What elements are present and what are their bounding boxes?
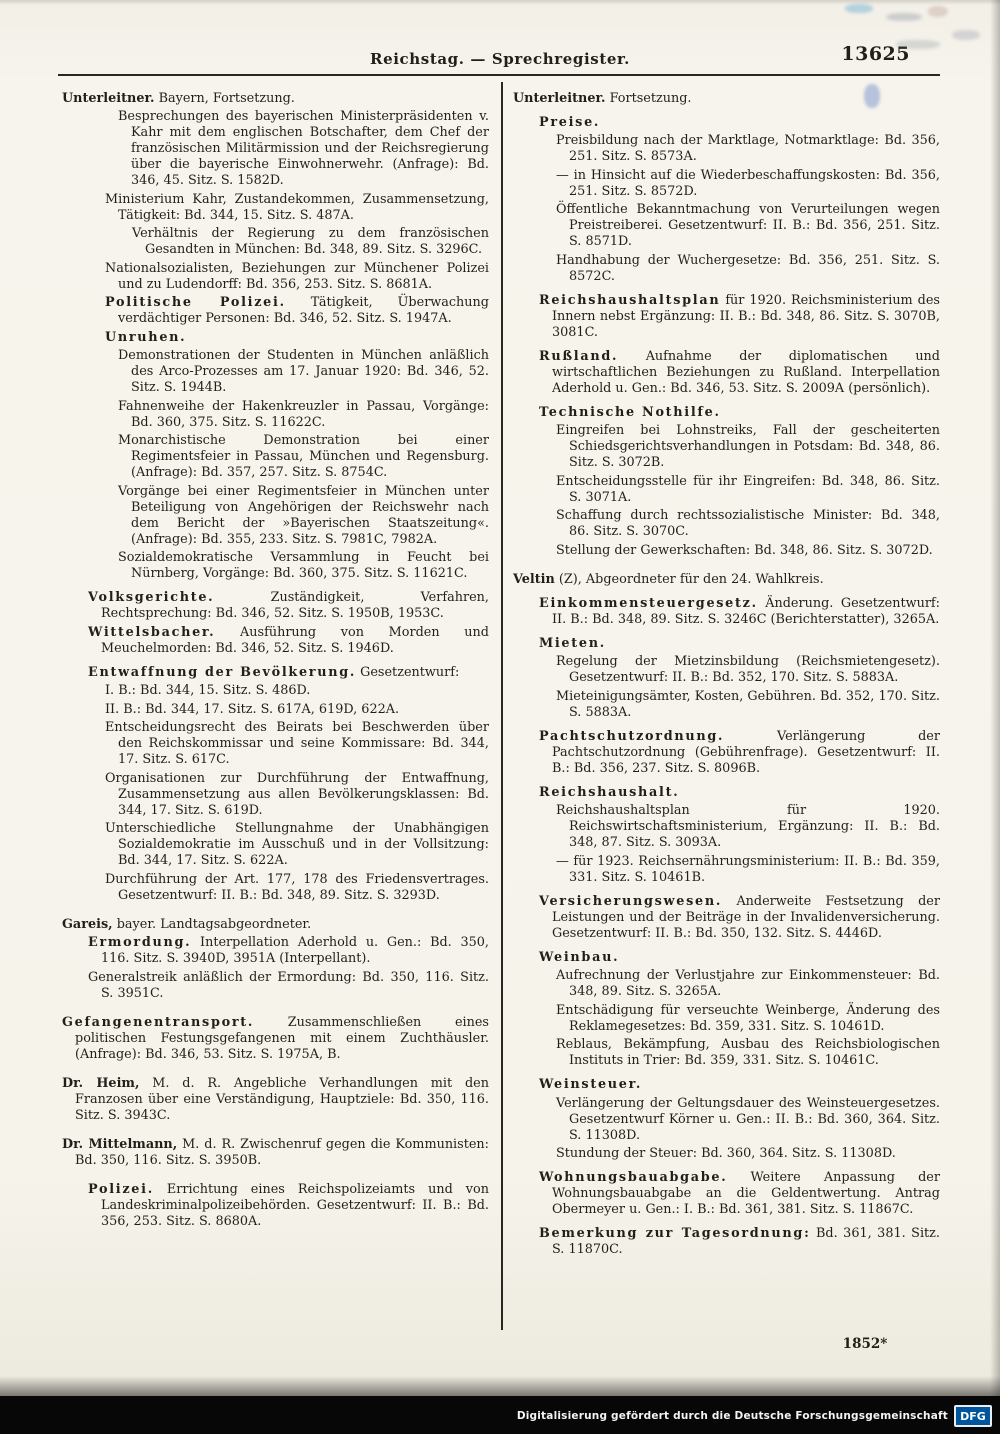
entry-text: Weitere Anpassung der Wohnungsbauabgabe an die Geldentwertung. Antrag Obermeyer u. Gen.: I. B.: Bd. 361, 381. Sitz. S. 11867C. [552, 1170, 940, 1217]
entry-text: Fahnenweihe der Hakenkreuzler in Passau, Vorgänge: Bd. 360, 375. Sitz. S. 11622C. [118, 398, 489, 430]
scan-bottom-shadow [0, 1376, 1000, 1396]
register-entry [513, 423, 940, 471]
entry-keyword: Rußland. [539, 348, 619, 364]
entry-text: Regelung der Mietzinsbildung (Reichsmietengesetz). Gesetzentwurf: II. B.: Bd. 352, 170. Sitz. S. 5883A. [556, 654, 940, 685]
register-entry [513, 1003, 940, 1035]
register-entry [62, 821, 489, 869]
entry-text: bayer. Landtagsabgeordneter. [116, 916, 312, 932]
entry-keyword: Politische Polizei. [105, 295, 286, 310]
register-entry [62, 399, 489, 431]
entry-keyword: Weinbau. [539, 949, 620, 965]
register-entry [62, 590, 489, 622]
entry-text: Stundung der Steuer: Bd. 360, 364. Sitz. S. 11308D. [556, 1146, 896, 1161]
register-entry [513, 1077, 940, 1093]
entry-text: Entscheidungsrecht des Beirats bei Beschwerden über den Reichskommissar und seine Kommissare: Bd. 344, 17. Sitz. S. 617C. [105, 720, 489, 767]
scan-edge-top [0, 0, 1000, 5]
register-entry [62, 625, 489, 657]
entry-text: Fortsetzung. [609, 90, 692, 106]
register-entry [62, 970, 489, 1002]
entry-text: Interpellation Aderhold u. Gen.: Bd. 350, 116. Sitz. S. 3940D, 3951A (Interpellant). [101, 935, 489, 966]
entry-text: Gesetzentwurf: [360, 664, 460, 680]
print-signature: 1852* [842, 1336, 888, 1352]
entry-text: Ausführung von Morden und Meuchelmorden: Bd. 346, 52. Sitz. S. 1946D. [101, 624, 489, 656]
register-entry [62, 192, 489, 224]
entry-text: Errichtung eines Reichspolizeiamts und von Landeskriminalpolizeibehörden. Gesetzentwurf: II. B.: Bd. 356, 253. Sitz. S. 8680A. [101, 1181, 489, 1229]
entry-text: Tätigkeit, Überwachung verdächtiger Personen: Bd. 346, 52. Sitz. S. 1947A. [118, 295, 489, 326]
entry-text: Vorgänge bei einer Regimentsfeier in München unter Beteiligung von Angehörigen der Reichswehr nach dem Bericht der »Bayerischen Staatszeitung«. (Anfrage): Bd. 355, 233. Sitz. S. 7981C, 7982A. [118, 483, 489, 547]
entry-keyword: Unruhen. [105, 329, 187, 345]
entry-text: — für 1923. Reichsernährungsministerium: II. B.: Bd. 359, 331. Sitz. S. 10461B. [556, 853, 940, 885]
register-entry [62, 348, 489, 396]
register-entry [513, 1037, 940, 1069]
register-entry [62, 1182, 489, 1230]
register-entry [62, 550, 489, 582]
entry-text: Entscheidungsstelle für ihr Eingreifen: Bd. 348, 86. Sitz. S. 3071A. [556, 473, 940, 505]
entry-text: für 1920. Reichsministerium des Innern nebst Ergänzung: II. B.: Bd. 348, 86. Sitz. S. 3070B, 3081C. [552, 292, 940, 340]
entry-text: Besprechungen des bayerischen Ministerpräsidenten v. Kahr mit dem englischen Botschafter, dem Chef der französischen Militärmission und der Reichsregierung über die bayerische Einwohnerwehr. (Anfrage): Bd. 346, 45. Sitz. S. 1582D. [118, 109, 489, 188]
register-entry [513, 115, 940, 131]
entry-text: Eingreifen bei Lohnstreiks, Fall der gescheiterten Schiedsgerichtsverhandlungen in Potsdam: Bd. 348, 86. Sitz. S. 3072B. [556, 423, 940, 470]
entry-text: Mieteinigungsämter, Kosten, Gebühren. Bd. 352, 170. Sitz. S. 5883A. [556, 688, 940, 720]
digitization-note: Digitalisierung gefördert durch die Deutsche Forschungsgemeinschaft [516, 1410, 948, 1422]
entry-keyword: Unterleitner. [513, 90, 606, 106]
page-number: 13625 [841, 43, 910, 65]
register-entry [62, 917, 489, 933]
register-entry [513, 133, 940, 165]
entry-text: Aufnahme der diplomatischen und wirtschaftlichen Beziehungen zu Rußland. Interpellation Aderhold u. Gen.: Bd. 346, 53. Sitz. S. 2009A (persönlich). [552, 348, 940, 396]
register-entry [513, 729, 940, 777]
register-entry [513, 1096, 940, 1144]
register-entry [62, 720, 489, 768]
entry-text: Stellung der Gewerkschaften: Bd. 348, 86. Sitz. S. 3072D. [556, 542, 933, 558]
register-entry [513, 1170, 940, 1218]
register-entry [513, 202, 940, 250]
register-entry [513, 636, 940, 652]
register-entry [513, 854, 940, 886]
entry-text: Durchführung der Art. 177, 178 des Friedensvertrages. Gesetzentwurf: II. B.: Bd. 348, 89. Sitz. S. 3293D. [105, 871, 489, 903]
entry-text: Verhältnis der Regierung zu dem französischen Gesandten in München: Bd. 348, 89. Sitz. S. 3296C. [132, 226, 489, 257]
entry-keyword: Mieten. [539, 635, 606, 651]
register-entry [513, 168, 940, 200]
entry-text: Organisationen zur Durchführung der Entwaffnung, Zusammensetzung aus allen Bevölkerungsklassen: Bd. 344, 17. Sitz. S. 619D. [105, 770, 489, 818]
entry-keyword: Entwaffnung der Bevölkerung. [88, 664, 357, 680]
entry-text: Nationalsozialisten, Beziehungen zur Münchener Polizei und zu Ludendorff: Bd. 356, 253. Sitz. S. 8681A. [105, 260, 489, 292]
register-entry [513, 405, 940, 421]
entry-text: Zuständigkeit, Verfahren, Rechtsprechung: Bd. 346, 52. Sitz. S. 1950B, 1953C. [101, 590, 489, 621]
register-entry [62, 295, 489, 327]
register-entry [62, 91, 489, 107]
entry-text: I. B.: Bd. 344, 15. Sitz. S. 486D. [105, 683, 311, 698]
register-entry [513, 785, 940, 801]
register-entry [62, 665, 489, 681]
entry-text: M. d. R. Zwischenruf gegen die Kommunisten: Bd. 350, 116. Sitz. S. 3950B. [75, 1136, 489, 1168]
entry-text: Reblaus, Bekämpfung, Ausbau des Reichsbiologischen Instituts in Trier: Bd. 359, 331. Sitz. S. 10461C. [556, 1037, 940, 1068]
entry-text: Verlängerung der Geltungsdauer des Weinsteuergesetzes. Gesetzentwurf Körner u. Gen.: II. B.: Bd. 360, 364. Sitz. S. 11308D. [556, 1095, 940, 1143]
register-entry [513, 968, 940, 1000]
entry-text: Demonstrationen der Studenten in München anläßlich des Arco-Prozesses am 17. Januar 1920: Bd. 346, 52. Sitz. S. 1944B. [118, 348, 489, 395]
entry-text: Änderung. Gesetzentwurf: II. B.: Bd. 348, 89. Sitz. S. 3246C (Berichterstatter), 3265A. [552, 595, 940, 627]
entry-text: Verlängerung der Pachtschutzordnung (Gebührenfrage). Gesetzentwurf: II. B.: Bd. 356, 237. Sitz. S. 8096B. [552, 728, 940, 776]
entry-text: II. B.: Bd. 344, 17. Sitz. S. 617A, 619D, 622A. [105, 701, 400, 717]
register-entry [513, 1226, 940, 1258]
register-entry [62, 683, 489, 699]
entry-text: Monarchistische Demonstration bei einer Regimentsfeier in Passau, München und Regensburg. (Anfrage): Bd. 357, 257. Sitz. S. 8754C. [118, 433, 489, 480]
dfg-logo: DFG [954, 1405, 992, 1427]
entry-text: Generalstreik anläßlich der Ermordung: Bd. 350, 116. Sitz. S. 3951C. [88, 969, 489, 1001]
entry-text: Ministerium Kahr, Zustandekommen, Zusammensetzung, Tätigkeit: Bd. 344, 15. Sitz. S. 487A. [105, 191, 489, 223]
entry-text: Zusammenschließen eines politischen Festungsgefangenen mit einem Zuchthäusler. (Anfrage): Bd. 346, 53. Sitz. S. 1975A, B. [75, 1014, 489, 1062]
running-title: Reichstag. — Sprechregister. [370, 50, 630, 68]
left-column [62, 88, 489, 1230]
entry-keyword: Wohnungsbauabgabe. [539, 1170, 728, 1185]
entry-keyword: Versicherungswesen. [539, 893, 723, 909]
register-entry [62, 771, 489, 819]
register-entry [62, 935, 489, 967]
entry-keyword: Wittelsbacher. [88, 624, 216, 640]
entry-text: Aufrechnung der Verlustjahre zur Einkommensteuer: Bd. 348, 89. Sitz. S. 3265A. [556, 968, 940, 999]
entry-keyword: Technische Nothilfe. [539, 404, 721, 420]
entry-text: Preisbildung nach der Marktlage, Notmarktlage: Bd. 356, 251. Sitz. S. 8573A. [556, 133, 940, 164]
entry-text: Entschädigung für verseuchte Weinberge, Änderung des Reklamegesetzes: Bd. 359, 331. Sitz. S. 10461D. [556, 1002, 940, 1034]
register-entry [513, 253, 940, 285]
entry-text: Bd. 361, 381. Sitz. S. 11870C. [552, 1226, 940, 1257]
register-entry [513, 1146, 940, 1162]
entry-keyword: Pachtschutzordnung. [539, 728, 725, 744]
register-entry [513, 689, 940, 721]
scan-edge-right [990, 0, 1000, 1434]
register-entry [513, 572, 940, 588]
register-entry [62, 109, 489, 189]
register-entry [62, 261, 489, 293]
entry-keyword: Reichshaushaltsplan [539, 292, 721, 308]
entry-text: Bayern, Fortsetzung. [158, 90, 295, 106]
scan-artifact [952, 30, 980, 40]
entry-keyword: Gareis, [62, 916, 113, 932]
register-entry [513, 894, 940, 942]
header-rule [58, 74, 940, 76]
entry-text: Schaffung durch rechtssozialistische Minister: Bd. 348, 86. Sitz. S. 3070C. [556, 508, 940, 539]
register-entry [513, 803, 940, 851]
register-entry [513, 91, 940, 107]
register-entry [513, 349, 940, 397]
register-entry [513, 508, 940, 540]
entry-text: Öffentliche Bekanntmachung von Verurteilungen wegen Preistreiberei. Gesetzentwurf: II. B.: Bd. 356, 251. Sitz. S. 8571D. [556, 202, 940, 249]
register-entry [513, 474, 940, 506]
entry-text: Unterschiedliche Stellungnahme der Unabhängigen Sozialdemokratie im Ausschuß und in der Vollsitzung: Bd. 344, 17. Sitz. S. 622A. [105, 821, 489, 868]
entry-keyword: Dr. Mittelmann, [62, 1136, 178, 1152]
register-entry [62, 433, 489, 481]
entry-keyword: Weinsteuer. [539, 1077, 643, 1092]
register-entry [62, 1076, 489, 1124]
scan-bottom-bar [0, 1396, 1000, 1434]
register-entry [62, 484, 489, 548]
register-entry [513, 596, 940, 628]
register-entry [62, 1015, 489, 1063]
entry-keyword: Gefangenentransport. [62, 1014, 255, 1030]
entry-text: (Z), Abgeordneter für den 24. Wahlkreis. [558, 571, 824, 587]
register-entry [513, 293, 940, 341]
entry-keyword: Veltin [513, 571, 555, 587]
entry-text: Handhabung der Wuchergesetze: Bd. 356, 251. Sitz. S. 8572C. [556, 252, 940, 284]
register-entry [62, 226, 489, 258]
entry-text: Sozialdemokratische Versammlung in Feucht bei Nürnberg, Vorgänge: Bd. 360, 375. Sitz. S. 11621C. [118, 550, 489, 581]
register-entry [513, 654, 940, 686]
entry-keyword: Ermordung. [88, 935, 192, 950]
scan-artifact [928, 6, 948, 17]
register-entry [62, 702, 489, 718]
register-entry [62, 330, 489, 346]
entry-text: Anderweite Festsetzung der Leistungen und der Beiträge in der Invalidenversicherung. Gesetzentwurf: II. B.: Bd. 350, 132. Sitz. S. 4446D. [552, 893, 940, 941]
scan-artifact [886, 13, 922, 21]
column-divider [501, 82, 503, 1330]
register-entry [62, 872, 489, 904]
register-entry [513, 950, 940, 966]
entry-keyword: Einkommensteuergesetz. [539, 595, 758, 611]
entry-keyword: Reichshaushalt. [539, 784, 680, 800]
scan-artifact [845, 4, 873, 13]
entry-keyword: Bemerkung zur Tagesordnung: [539, 1226, 811, 1241]
right-column [513, 88, 940, 1258]
register-entry [62, 1137, 489, 1169]
entry-keyword: Preise. [539, 114, 601, 130]
entry-keyword: Polizei. [88, 1181, 154, 1197]
register-entry [513, 543, 940, 559]
entry-keyword: Unterleitner. [62, 90, 155, 106]
entry-text: Reichshaushaltsplan für 1920. Reichswirtschaftsministerium, Ergänzung: II. B.: Bd. 348, 87. Sitz. S. 3093A. [556, 803, 940, 850]
entry-keyword: Volksgerichte. [88, 590, 215, 605]
entry-text: — in Hinsicht auf die Wiederbeschaffungskosten: Bd. 356, 251. Sitz. S. 8572D. [556, 167, 940, 199]
entry-keyword: Dr. Heim, [62, 1075, 140, 1091]
entry-text: M. d. R. Angebliche Verhandlungen mit den Franzosen über eine Verständigung, Hauptziele: Bd. 350, 116. Sitz. S. 3943C. [75, 1075, 489, 1123]
